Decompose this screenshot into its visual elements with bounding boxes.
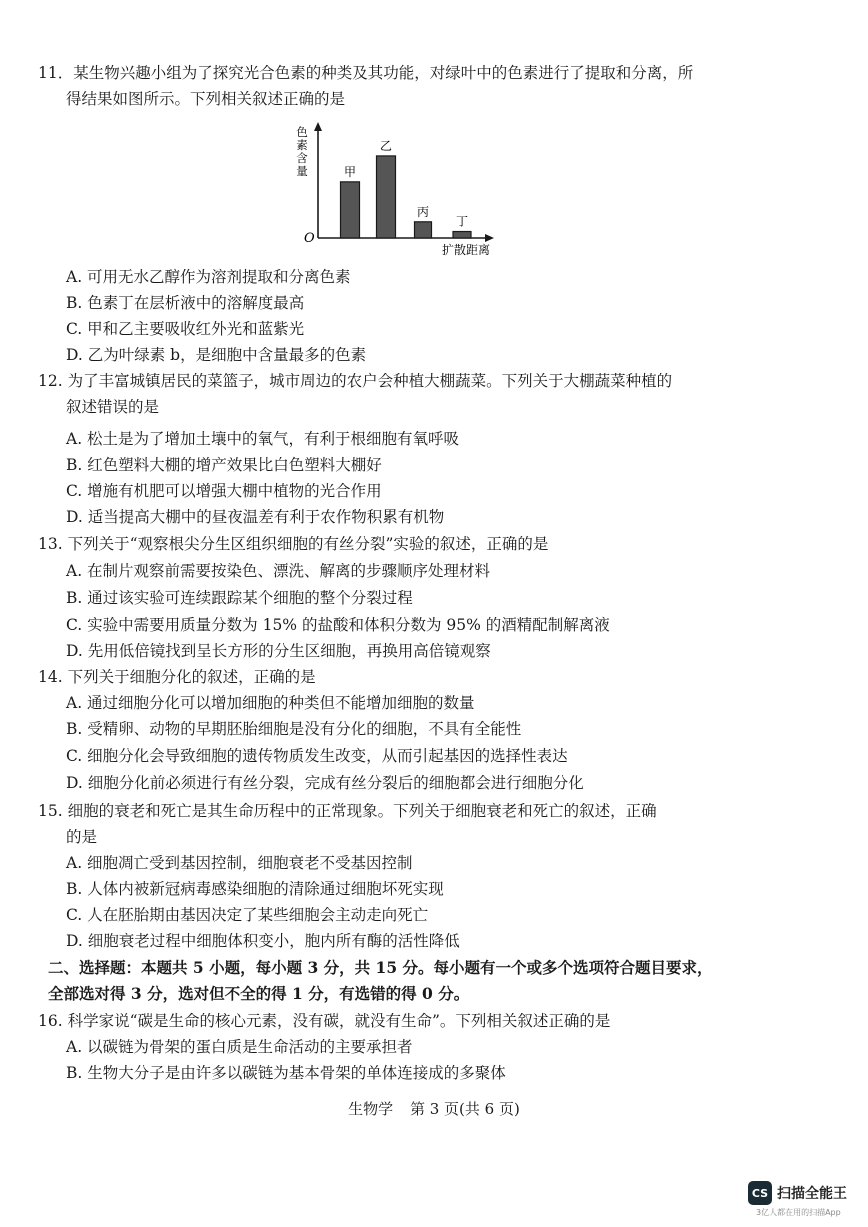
q14-option-c: C. 细胞分化会导致细胞的遗传物质发生改变，从而引起基因的选择性表达 <box>66 747 568 765</box>
q16-option-b: B. 生物大分子是由许多以碳链为基本骨架的单体连接成的多聚体 <box>66 1064 506 1082</box>
q11-stem-line-1: 11．某生物兴趣小组为了探究光合色素的种类及其功能，对绿叶中的色素进行了提取和分离，所 <box>38 64 694 82</box>
bar-2 <box>415 222 432 238</box>
q13-option-b: B. 通过该实验可连续跟踪某个细胞的整个分裂过程 <box>66 589 413 607</box>
q14-option-a: A. 通过细胞分化可以增加细胞的种类但不能增加细胞的数量 <box>66 694 475 712</box>
q12-option-b: B. 红色塑料大棚的增产效果比白色塑料大棚好 <box>66 456 382 474</box>
q15-stem-line-2: 的是 <box>66 828 98 846</box>
page-footer <box>0 1098 868 1119</box>
scanner-tagline: 3亿人都在用的扫描App <box>756 1208 841 1217</box>
pigment-bar-chart <box>282 120 512 262</box>
y-axis-label-char: 量 <box>296 164 308 178</box>
x-axis-arrow <box>485 234 494 242</box>
q12-option-c: C. 增施有机肥可以增强大棚中植物的光合作用 <box>66 482 382 500</box>
bar-1 <box>377 156 396 238</box>
q14-option-b: B. 受精卵、动物的早期胚胎细胞是没有分化的细胞，不具有全能性 <box>66 720 522 738</box>
scanner-app-name: 扫描全能王 <box>777 1186 847 1202</box>
q16-stem: 16. 科学家说“碳是生命的核心元素，没有碳，就没有生命”。下列相关叙述正确的是 <box>38 1012 611 1030</box>
bar-label-2: 丙 <box>416 204 430 219</box>
camscanner-logo-icon: CS <box>748 1181 772 1205</box>
footer-subject: 生物学 <box>348 1100 394 1118</box>
q15-stem-line-1: 15. 细胞的衰老和死亡是其生命历程中的正常现象。下列关于细胞衰老和死亡的叙述，正确 <box>38 802 657 820</box>
y-axis-label-char: 含 <box>296 151 308 165</box>
bar-label-3: 丁 <box>455 214 469 229</box>
q12-stem-line-2: 叙述错误的是 <box>66 398 160 416</box>
q11-option-c: C. 甲和乙主要吸收红外光和蓝紫光 <box>66 320 305 338</box>
y-axis-arrow <box>314 122 322 131</box>
bar-3 <box>453 232 471 238</box>
q14-option-d: D. 细胞分化前必须进行有丝分裂，完成有丝分裂后的细胞都会进行细胞分化 <box>66 774 584 792</box>
q11-option-a: A. 可用无水乙醇作为溶剂提取和分离色素 <box>66 268 351 286</box>
q13-option-d: D. 先用低倍镜找到呈长方形的分生区细胞，再换用高倍镜观察 <box>66 642 491 660</box>
q12-option-a: A. 松土是为了增加土壤中的氧气，有利于根细胞有氧呼吸 <box>66 430 460 448</box>
q11-option-b: B. 色素丁在层析液中的溶解度最高 <box>66 294 305 312</box>
q15-option-b: B. 人体内被新冠病毒感染细胞的清除通过细胞坏死实现 <box>66 880 444 898</box>
section2-heading-line-2: 全部选对得 3 分，选对但不全的得 1 分，有选错的得 0 分。 <box>48 984 470 1003</box>
origin-label: O <box>304 231 315 246</box>
q15-option-d: D. 细胞衰老过程中细胞体积变小，胞内所有酶的活性降低 <box>66 932 460 950</box>
q13-option-c: C. 实验中需要用质量分数为 15% 的盐酸和体积分数为 95% 的酒精配制解离液 <box>66 616 610 634</box>
chart-bars <box>341 139 472 238</box>
section2-heading-line-1: 二、选择题：本题共 5 小题，每小题 3 分，共 15 分。每小题有一个或多个选项符合题目要求， <box>48 958 713 977</box>
bar-0 <box>341 182 360 238</box>
q15-option-a: A. 细胞凋亡受到基因控制，细胞衰老不受基因控制 <box>66 854 413 872</box>
x-axis-label: 扩散距离 <box>442 243 491 257</box>
bar-label-0: 甲 <box>343 164 357 179</box>
q16-option-a: A. 以碳链为骨架的蛋白质是生命活动的主要承担者 <box>66 1038 413 1056</box>
bar-label-1: 乙 <box>379 138 393 153</box>
q15-option-c: C. 人在胚胎期由基因决定了某些细胞会主动走向死亡 <box>66 906 429 924</box>
y-axis-label <box>296 125 308 178</box>
q11-stem-line-2: 得结果如图所示。下列相关叙述正确的是 <box>66 90 346 108</box>
q13-stem: 13. 下列关于“观察根尖分生区组织细胞的有丝分裂”实验的叙述，正确的是 <box>38 535 549 553</box>
q13-option-a: A. 在制片观察前需要按染色、漂洗、解离的步骤顺序处理材料 <box>66 562 491 580</box>
q12-stem-line-1: 12. 为了丰富城镇居民的菜篮子，城市周边的农户会种植大棚蔬菜。下列关于大棚蔬菜种植的 <box>38 372 673 390</box>
footer-page-number: 第 3 页(共 6 页) <box>409 1100 520 1118</box>
y-axis-label-char: 色 <box>296 125 308 139</box>
q12-option-d: D. 适当提高大棚中的昼夜温差有利于农作物积累有机物 <box>66 508 445 526</box>
y-axis-label-char: 素 <box>296 138 308 152</box>
q11-option-d: D. 乙为叶绿素 b，是细胞中含量最多的色素 <box>66 346 367 364</box>
scanner-watermark <box>748 1180 847 1206</box>
q14-stem: 14. 下列关于细胞分化的叙述，正确的是 <box>38 668 316 686</box>
